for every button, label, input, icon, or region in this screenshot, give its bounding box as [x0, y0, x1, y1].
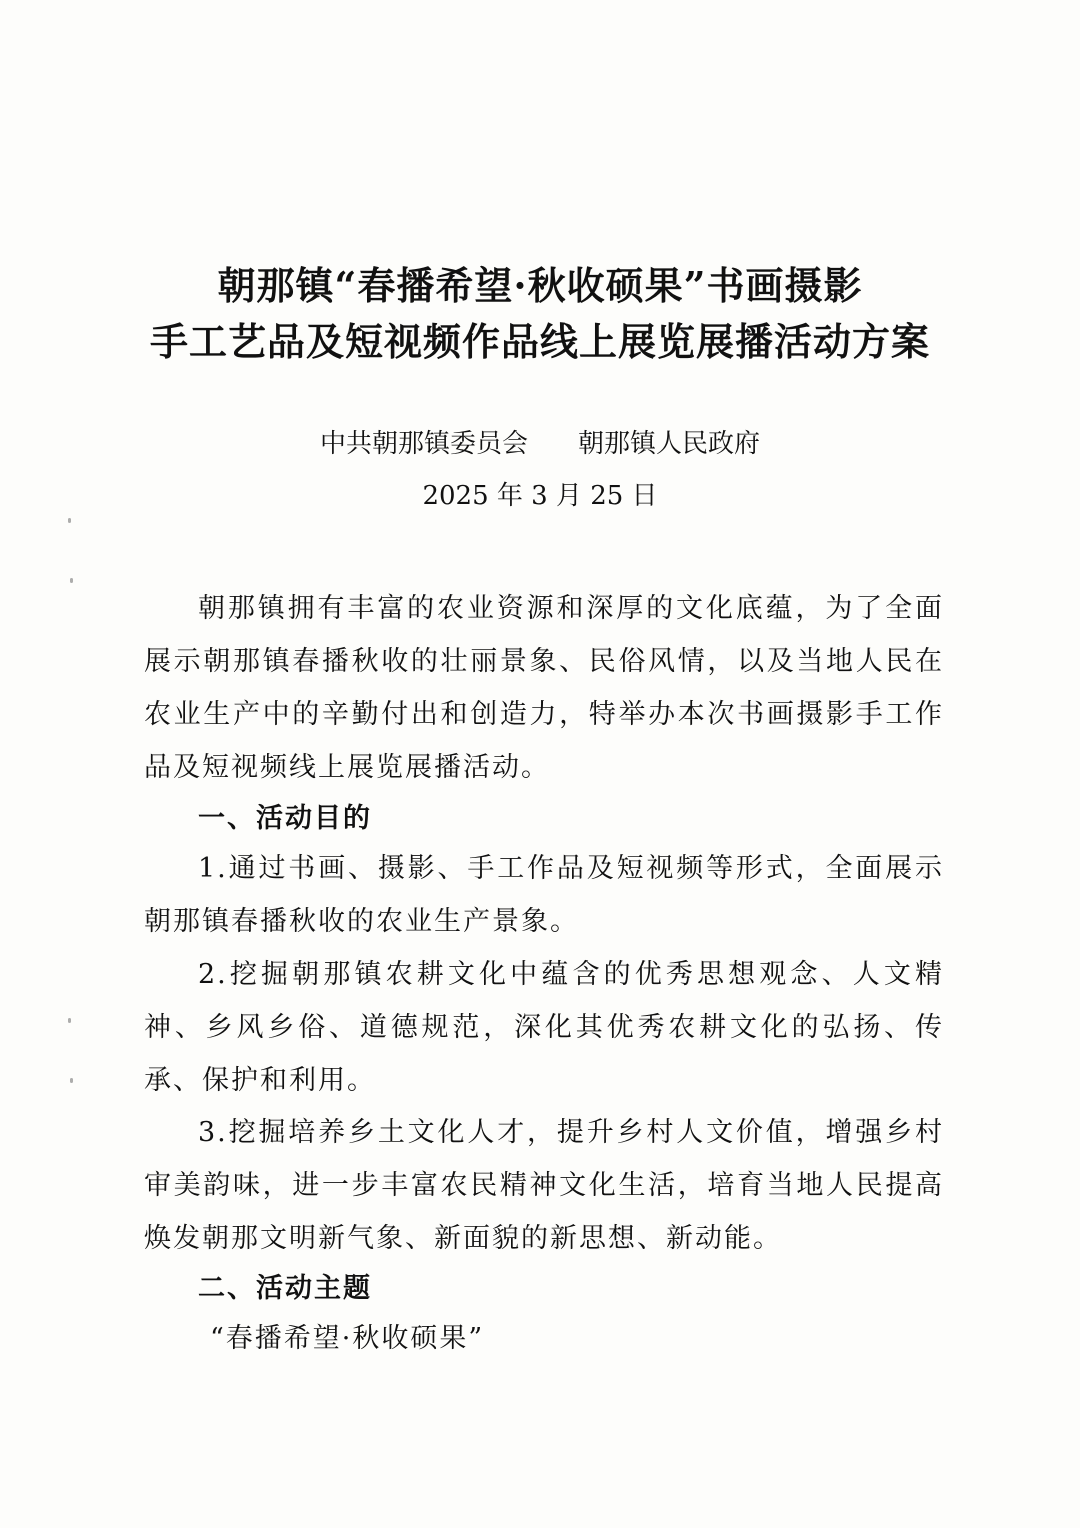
- issuing-organizations: [100, 424, 980, 464]
- purpose-item-2-block: [144, 948, 944, 1107]
- issuer-party-committee: 中共朝那镇委员会: [319, 429, 528, 459]
- purpose-item-3-block: [144, 1106, 944, 1265]
- scan-speck: [68, 518, 71, 523]
- document-date: 2025 年 3 月 25 日: [422, 481, 658, 511]
- section-2-heading: 二、活动主题: [198, 1273, 372, 1304]
- purpose-item-3: 3.挖掘培养乡土文化人才，提升乡村人文价值，增强乡村审美韵味，进一步丰富农民精神文化生活，培育当地人民提高焕发朝那文明新气象、新面貌的新思想、新动能。: [144, 1117, 944, 1254]
- purpose-item-2: 2.挖掘朝那镇农耕文化中蕴含的优秀思想观念、人文精神、乡风乡俗、道德规范，深化其优秀农耕文化的弘扬、传承、保护和利用。: [144, 959, 944, 1096]
- intro-paragraph: 朝那镇拥有丰富的农业资源和深厚的文化底蕴，为了全面展示朝那镇春播秋收的壮丽景象、民俗风情，以及当地人民在农业生产中的辛勤付出和创造力，特举办本次书画摄影手工作品及短视频线上展览展播活动。: [144, 593, 944, 783]
- purpose-item-1-block: [144, 842, 944, 948]
- scan-speck: [70, 578, 73, 583]
- issuer-town-government: 朝那镇人民政府: [578, 429, 761, 459]
- activity-theme: “春播希望·秋收硕果”: [210, 1323, 485, 1354]
- document-title-line-1: 朝那镇“春播希望·秋收硕果”书画摄影: [217, 263, 863, 308]
- section-1-heading: 一、活动目的: [198, 803, 372, 834]
- intro-paragraph-block: [144, 582, 944, 794]
- document-title-line-2: 手工艺品及短视频作品线上展览展播活动方案: [149, 319, 930, 364]
- scan-speck: [68, 1018, 71, 1023]
- section-1-block: [144, 792, 944, 845]
- theme-block: [144, 1312, 944, 1365]
- scan-speck: [70, 1078, 73, 1083]
- purpose-item-1: 1.通过书画、摄影、手工作品及短视频等形式，全面展示朝那镇春播秋收的农业生产景象。: [144, 853, 944, 937]
- section-2-block: [144, 1262, 944, 1315]
